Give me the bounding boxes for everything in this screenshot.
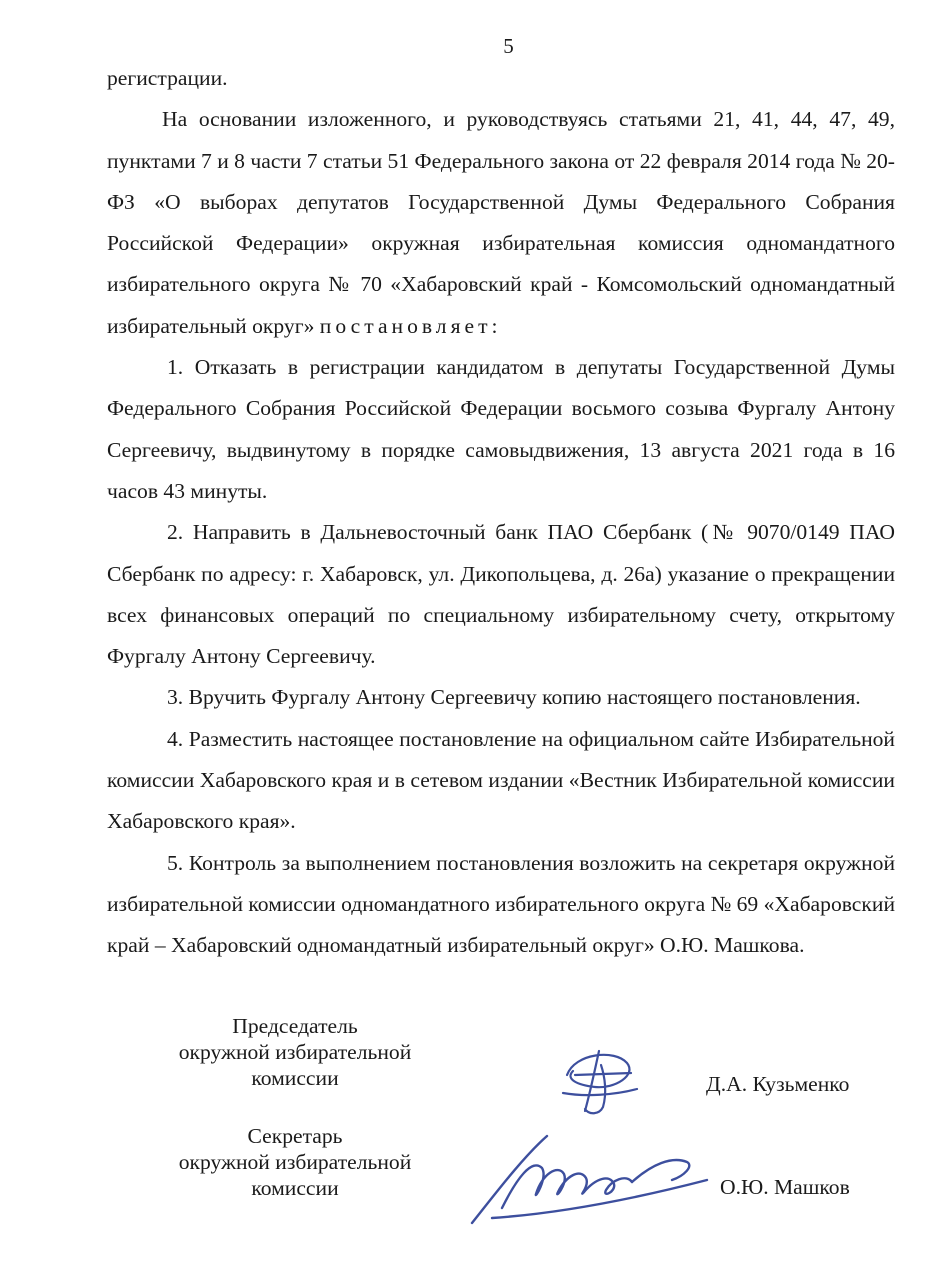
item-4: 4. Разместить настоящее постановление на официальном сайте Избирательной комиссии Хабаровского края и в сетевом издании «Вестник Избирательной комиссии Хабаровского края». bbox=[107, 726, 895, 834]
paragraph-continuation: регистрации. bbox=[107, 66, 228, 90]
chair-title-block bbox=[150, 1013, 440, 1091]
item-5: 5. Контроль за выполнением постановления возложить на секретаря окружной избирательной комиссии одномандатного избирательного округа № 69 «Хабаровский край – Хабаровский одномандатный избирательный округ» О.Ю. Машкова. bbox=[107, 850, 895, 958]
preamble-text: На основании изложенного, и руководствуясь статьями 21, 41, 44, 47, 49, пунктами 7 и 8 части 7 статьи 51 Федерального закона от 22 февраля 2014 года № 20-ФЗ «О выборах депутатов Государственной Думы Федерального Собрания Российской Федерации» окружная избирательная комиссия одномандатного избирательного округа № 70 «Хабаровский край - Комсомольский одномандатный избирательный округ» bbox=[107, 107, 895, 338]
secretary-title-line-1: Секретарь bbox=[247, 1124, 343, 1148]
chair-signature bbox=[555, 1045, 645, 1125]
secretary-name: О.Ю. Машков bbox=[720, 1175, 850, 1199]
chair-name: Д.А. Кузьменко bbox=[706, 1072, 850, 1096]
item-1: 1. Отказать в регистрации кандидатом в депутаты Государственной Думы Федерального Собрания Российской Федерации восьмого созыва Фургалу Антону Сергеевичу, выдвинутому в порядке самовыдвижения, 13 августа 2021 года в 16 часов 43 минуты. bbox=[107, 355, 895, 503]
secretary-title-block bbox=[150, 1123, 440, 1201]
page-number: 5 bbox=[503, 34, 514, 58]
secretary-title-line-2: окружной избирательной bbox=[178, 1150, 412, 1174]
secretary-title-line-3: комиссии bbox=[251, 1176, 339, 1200]
document-body bbox=[107, 58, 895, 967]
secretary-signature bbox=[462, 1128, 712, 1233]
chair-title-line-1: Председатель bbox=[232, 1014, 358, 1038]
paragraph-preamble bbox=[107, 99, 895, 347]
resolves-word: постановляет: bbox=[319, 313, 502, 338]
chair-title-line-2: окружной избирательной bbox=[178, 1040, 412, 1064]
chair-title-line-3: комиссии bbox=[251, 1066, 339, 1090]
item-2: 2. Направить в Дальневосточный банк ПАО Сбербанк (№ 9070/0149 ПАО Сбербанк по адресу: г. Хабаровск, ул. Дикопольцева, д. 26а) указание о прекращении всех финансовых операций по специальному избирательному счету, открытому Фургалу Антону Сергеевичу. bbox=[107, 520, 895, 669]
item-3: 3. Вручить Фургалу Антону Сергеевичу копию настоящего постановления. bbox=[167, 685, 861, 710]
